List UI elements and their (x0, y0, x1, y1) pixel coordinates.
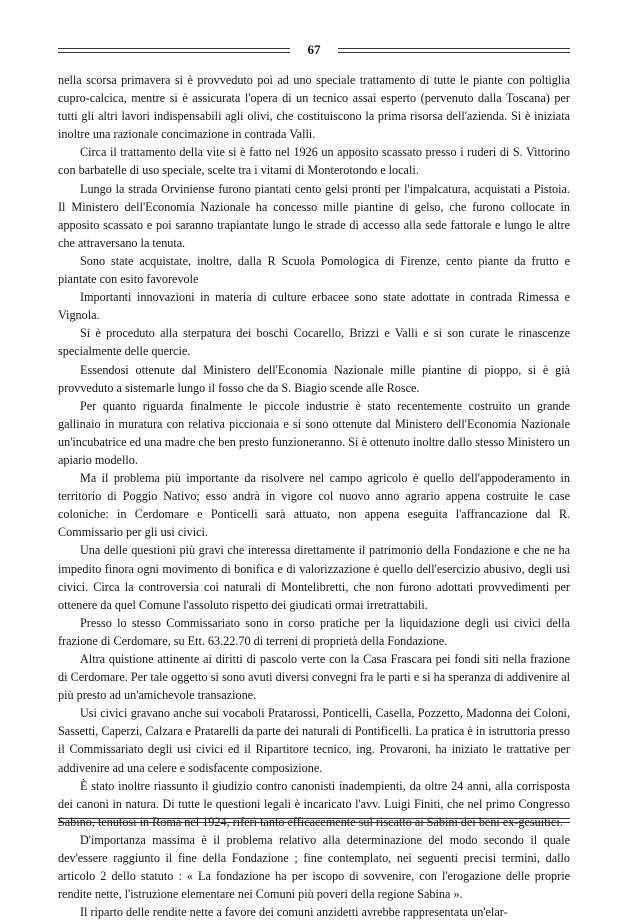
paragraph: D'importanza massima è il problema relativo alla determinazione del modo secondo il quale dev'essere raggiunto il fine della Fondazione ; fine contemplato, nei seguenti precisi termini, dallo articolo 2 dello statuto : « La fondazione ha per iscopo di sovvenire, con l'erogazione delle proprie rendite nette, l'istruzione elementare nei Comuni più poveri della regione Sabina ». (58, 832, 570, 902)
footer-rule (58, 818, 570, 823)
paragraph: Essendosi ottenute dal Ministero dell'Economia Nazionale mille piantine di pioppo, si è già provveduto a sistemarle lungo il fosso che da S. Biagio scende alle Rosce. (58, 362, 570, 395)
page-number: 67 (307, 42, 321, 57)
paragraph: Circa il trattamento della vite si è fatto nel 1926 un apposito scassato presso i ruderi di S. Vittorino con barbatelle di uso speciale, scelte tra i vitami di Monterotondo e locali. (58, 145, 570, 178)
paragraph: È stato inoltre riassunto il giudizio contro canonisti inadempienti, da oltre 24 anni, alla corrisposta dei canoni in natura. Di tutte le questioni legali è incaricato l'avv. Luigi Finiti, che nel primo Congresso Sabino, tenutosi in Roma nel 1924, riferì tanto efficacemente sul riscatto ai Sabini dei beni ex-gesuitici. (58, 778, 570, 829)
paragraph: Si è proceduto alla sterpatura dei boschi Cocarello, Brizzi e Valli e si son curate le rinascenze specialmente delle quercie. (58, 326, 570, 359)
header-rule-left (58, 48, 290, 53)
page-header (58, 40, 570, 60)
paragraph: Importanti innovazioni in materia di culture erbacee sono state adottate in contrada Rimessa e Vignola. (58, 290, 570, 323)
paragraph: Sono state acquistate, inoltre, dalla R Scuola Pomologica di Firenze, cento piante da frutto e piantate con esito favorevole (58, 253, 570, 287)
paragraph: Il riparto delle rendite nette a favore dei comuni anzidetti avrebbe rappresentata un'elar- (80, 905, 508, 920)
paragraph: Presso lo stesso Commissariato sono in corso pratiche per la liquidazione degli usi civici della frazione di Cerdomare, su Ett. 63.22.70 di terreni di proprietà della Fondazione. (58, 615, 570, 648)
paragraph: Una delle questioni più gravi che interessa direttamente il patrimonio della Fondazione e che ne ha impedito finora ogni movimento di bonifica e di valorizzazione è quello dell'esercizio abusivo, degli usi civici. Circa la controversia coi naturali di Montelibretti, che non furono adottati provvedimenti per ottenere da quel Comune l'assoluto rispetto dei giudicati ormai irretrattabili. (58, 543, 570, 612)
paragraph: Ma il problema più importante da risolvere nel campo agricolo è quello dell'appoderamento in territorio di Poggio Nativo; esso andrà in vigore col nuovo anno agrario appena costruite le case coloniche: in Cerdomare e Ponticelli sarà attuato, non appena eseguita l'affrancazione dal R. Commissario per gli usi civici. (58, 471, 570, 540)
paragraph: nella scorsa primavera si è provveduto poi ad uno speciale trattamento di tutte le piante con poltiglia cupro-calcica, mentre si è assicurata l'opera di un tecnico assai esperto (pervenuto dalla Toscana) per tutti gli altri lavori indispensabili agli olivi, che costituiscono la prima risorsa dell'azienda. Si è iniziata inoltre una razionale concimazione in contrada Valli. (58, 73, 570, 142)
header-rule-right (338, 48, 570, 53)
paragraph: Lungo la strada Orviniense furono piantati cento gelsi pronti per l'impalcatura, acquistati a Pistoia. Il Ministero dell'Economia Nazionale ha concesso mille piantine di gelso, che furono collocate in apposito scassato e poi saranno trapiantate lungo le strade di accesso alla sede fattorale e lungo le altre che attraversano la tenuta. (58, 181, 570, 250)
paragraph: Per quanto riguarda finalmente le piccole industrie è stato recentemente costruito un grande gallinaio in muratura con relativa piccionaia e si sono ottenute dal Ministero dell'Economia Nazionale un'incubatrice ed una madre che ben presto funzioneranno. Si è ottenuto inoltre dallo stesso Ministero un apiario modello. (58, 398, 570, 467)
paragraph: Altra quistione attinente ai diritti di pascolo verte con la Casa Frascara pei fondi siti nella frazione di Cerdomare. Per tale oggetto si sono avuti diversi convegni fra le parti e si ha speranza di addivenire al più presto ad un'amichevole transazione. (58, 652, 570, 703)
body-text (58, 71, 570, 921)
paragraph: Usi civici gravano anche sui vocaboli Pratarossi, Ponticelli, Casella, Pozzetto, Madonna dei Coloni, Sassetti, Caperzi, Calzara e Pratarelli da parte dei naturali di Pontificelli. La pratica è in istruttoria presso il Commissariato degli usi civici ed il Ripartitore tecnico, ing. Provaroni, ha iniziato le trattative per addivenire ad una celere e sodisfacente composizione. (58, 706, 570, 775)
